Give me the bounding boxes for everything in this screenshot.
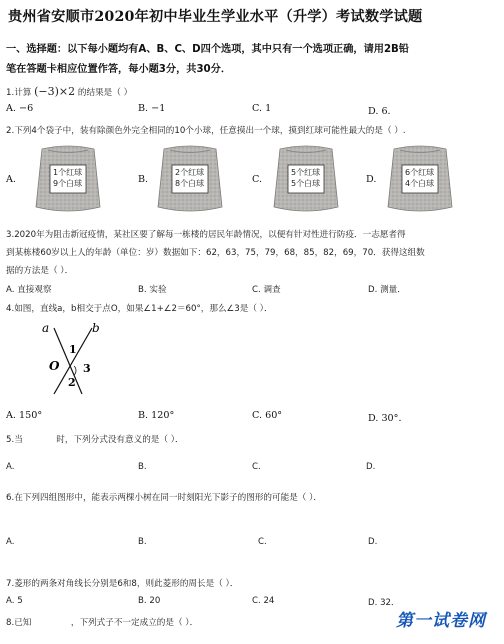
angle-arc (74, 366, 76, 375)
bag-b-white: 8个白球 (175, 179, 205, 188)
q7-option-d: D. 32． (368, 598, 400, 608)
q6-option-b: B. (138, 537, 147, 547)
watermark-logo: 第一试卷网 (396, 611, 486, 631)
label-b: b (92, 321, 100, 335)
q1-option-b: B. −1 (138, 103, 166, 114)
q2-label-d: D. (366, 174, 377, 185)
q2-label-c: C. (252, 174, 263, 185)
q1-option-d: D. 6． (368, 106, 398, 117)
q1-option-c: C. 1 (252, 103, 272, 114)
q8-stem-end: ，下列式子不一定成立的是（ ）． (70, 618, 199, 628)
q6-stem: 6.在下列四组图形中，能表示两棵小树在同一时刻阳光下影子的图形的可能是（ ）． (6, 493, 323, 503)
q3-option-c: C. 调查 (252, 285, 281, 295)
label-a: a (42, 321, 50, 335)
q3-option-d: D. 测量． (368, 285, 406, 295)
q8-stem: 8.已知 (6, 618, 32, 628)
q4-stem: 4.如图，直线a，b相交于点O，如果∠1+∠2＝60°，那么∠3是（ ）． (6, 304, 273, 314)
bag-a-red: 1个红球 (53, 168, 83, 177)
q4-option-c: C. 60° (252, 410, 283, 421)
section-instructions-line2: 笔在答题卡相应位置作答，每小题3分，共30分． (6, 64, 232, 75)
bag-d-white: 4个白球 (405, 179, 435, 188)
q1-stem: 1.计算 (6, 88, 32, 98)
q7-option-b: B. 20 (138, 596, 161, 606)
bag-a-white: 9个白球 (53, 179, 83, 188)
angle-3: 3 (83, 362, 91, 375)
q5-option-d: D. (366, 462, 376, 472)
q1-expression: (−3)×2 (34, 85, 76, 98)
q5-stem-end: 时，下列分式没有意义的是（ ）． (56, 435, 184, 445)
q6-option-d: D. (368, 537, 378, 547)
bag-d-red: 6个红球 (405, 168, 435, 177)
q7-option-c: C. 24 (252, 596, 275, 606)
q5-stem: 5.当 (6, 435, 23, 445)
q1-stem-end: 的结果是（ ） (77, 88, 133, 98)
q4-option-b: B. 120° (138, 410, 175, 421)
bag-b-red: 2个红球 (175, 168, 205, 177)
q2-label-b: B. (138, 174, 149, 185)
angle-1: 1 (69, 343, 77, 356)
q3-option-a: A. 直接观察 (6, 285, 52, 295)
angle-2: 2 (68, 376, 76, 389)
q3-line3: 据的方法是（ ）． (6, 266, 74, 276)
q7-option-a: A. 5 (6, 596, 23, 606)
q1-option-a: A. −6 (6, 103, 34, 114)
q4-option-a: A. 150° (6, 410, 43, 421)
bag-c-red: 5个红球 (291, 168, 321, 177)
q4-figure (30, 320, 110, 396)
q5-option-a: A. (6, 462, 15, 472)
q5-option-c: C. (252, 462, 261, 472)
q6-option-c: C. (258, 537, 267, 547)
bag-c-white: 5个白球 (291, 179, 321, 188)
section-instructions-line1: 一、选择题：以下每小题均有A、B、C、D四个选项，其中只有一个选项正确，请用2B铅 (6, 44, 409, 55)
q5-option-b: B. (138, 462, 147, 472)
q3-line1: 3.2020年为阻击新冠疫情，某社区要了解每一栋楼的居民年龄情况，以便有针对性进行防疫．一志愿者得 (6, 230, 406, 240)
q7-stem: 7.菱形的两条对角线长分别是6和8，则此菱形的周长是（ ）． (6, 579, 239, 589)
q3-option-b: B. 实验 (138, 285, 167, 295)
q3-line2: 到某栋楼60岁以上人的年龄（单位：岁）数据如下：62，63，75，79，68，85，82，69，70．获得这组数 (6, 248, 425, 258)
q4-option-d: D. 30°． (368, 413, 409, 424)
q2-stem: 2.下列4个袋子中，装有除颜色外完全相同的10个小球，任意摸出一个球，摸到红球可能性最大的是（ ）. (6, 126, 406, 136)
label-o: O (49, 359, 60, 373)
q2-label-a: A. (6, 174, 16, 185)
page-title: 贵州省安顺市2020年初中毕业生学业水平（升学）考试数学试题 (8, 9, 423, 25)
q6-option-a: A. (6, 537, 15, 547)
